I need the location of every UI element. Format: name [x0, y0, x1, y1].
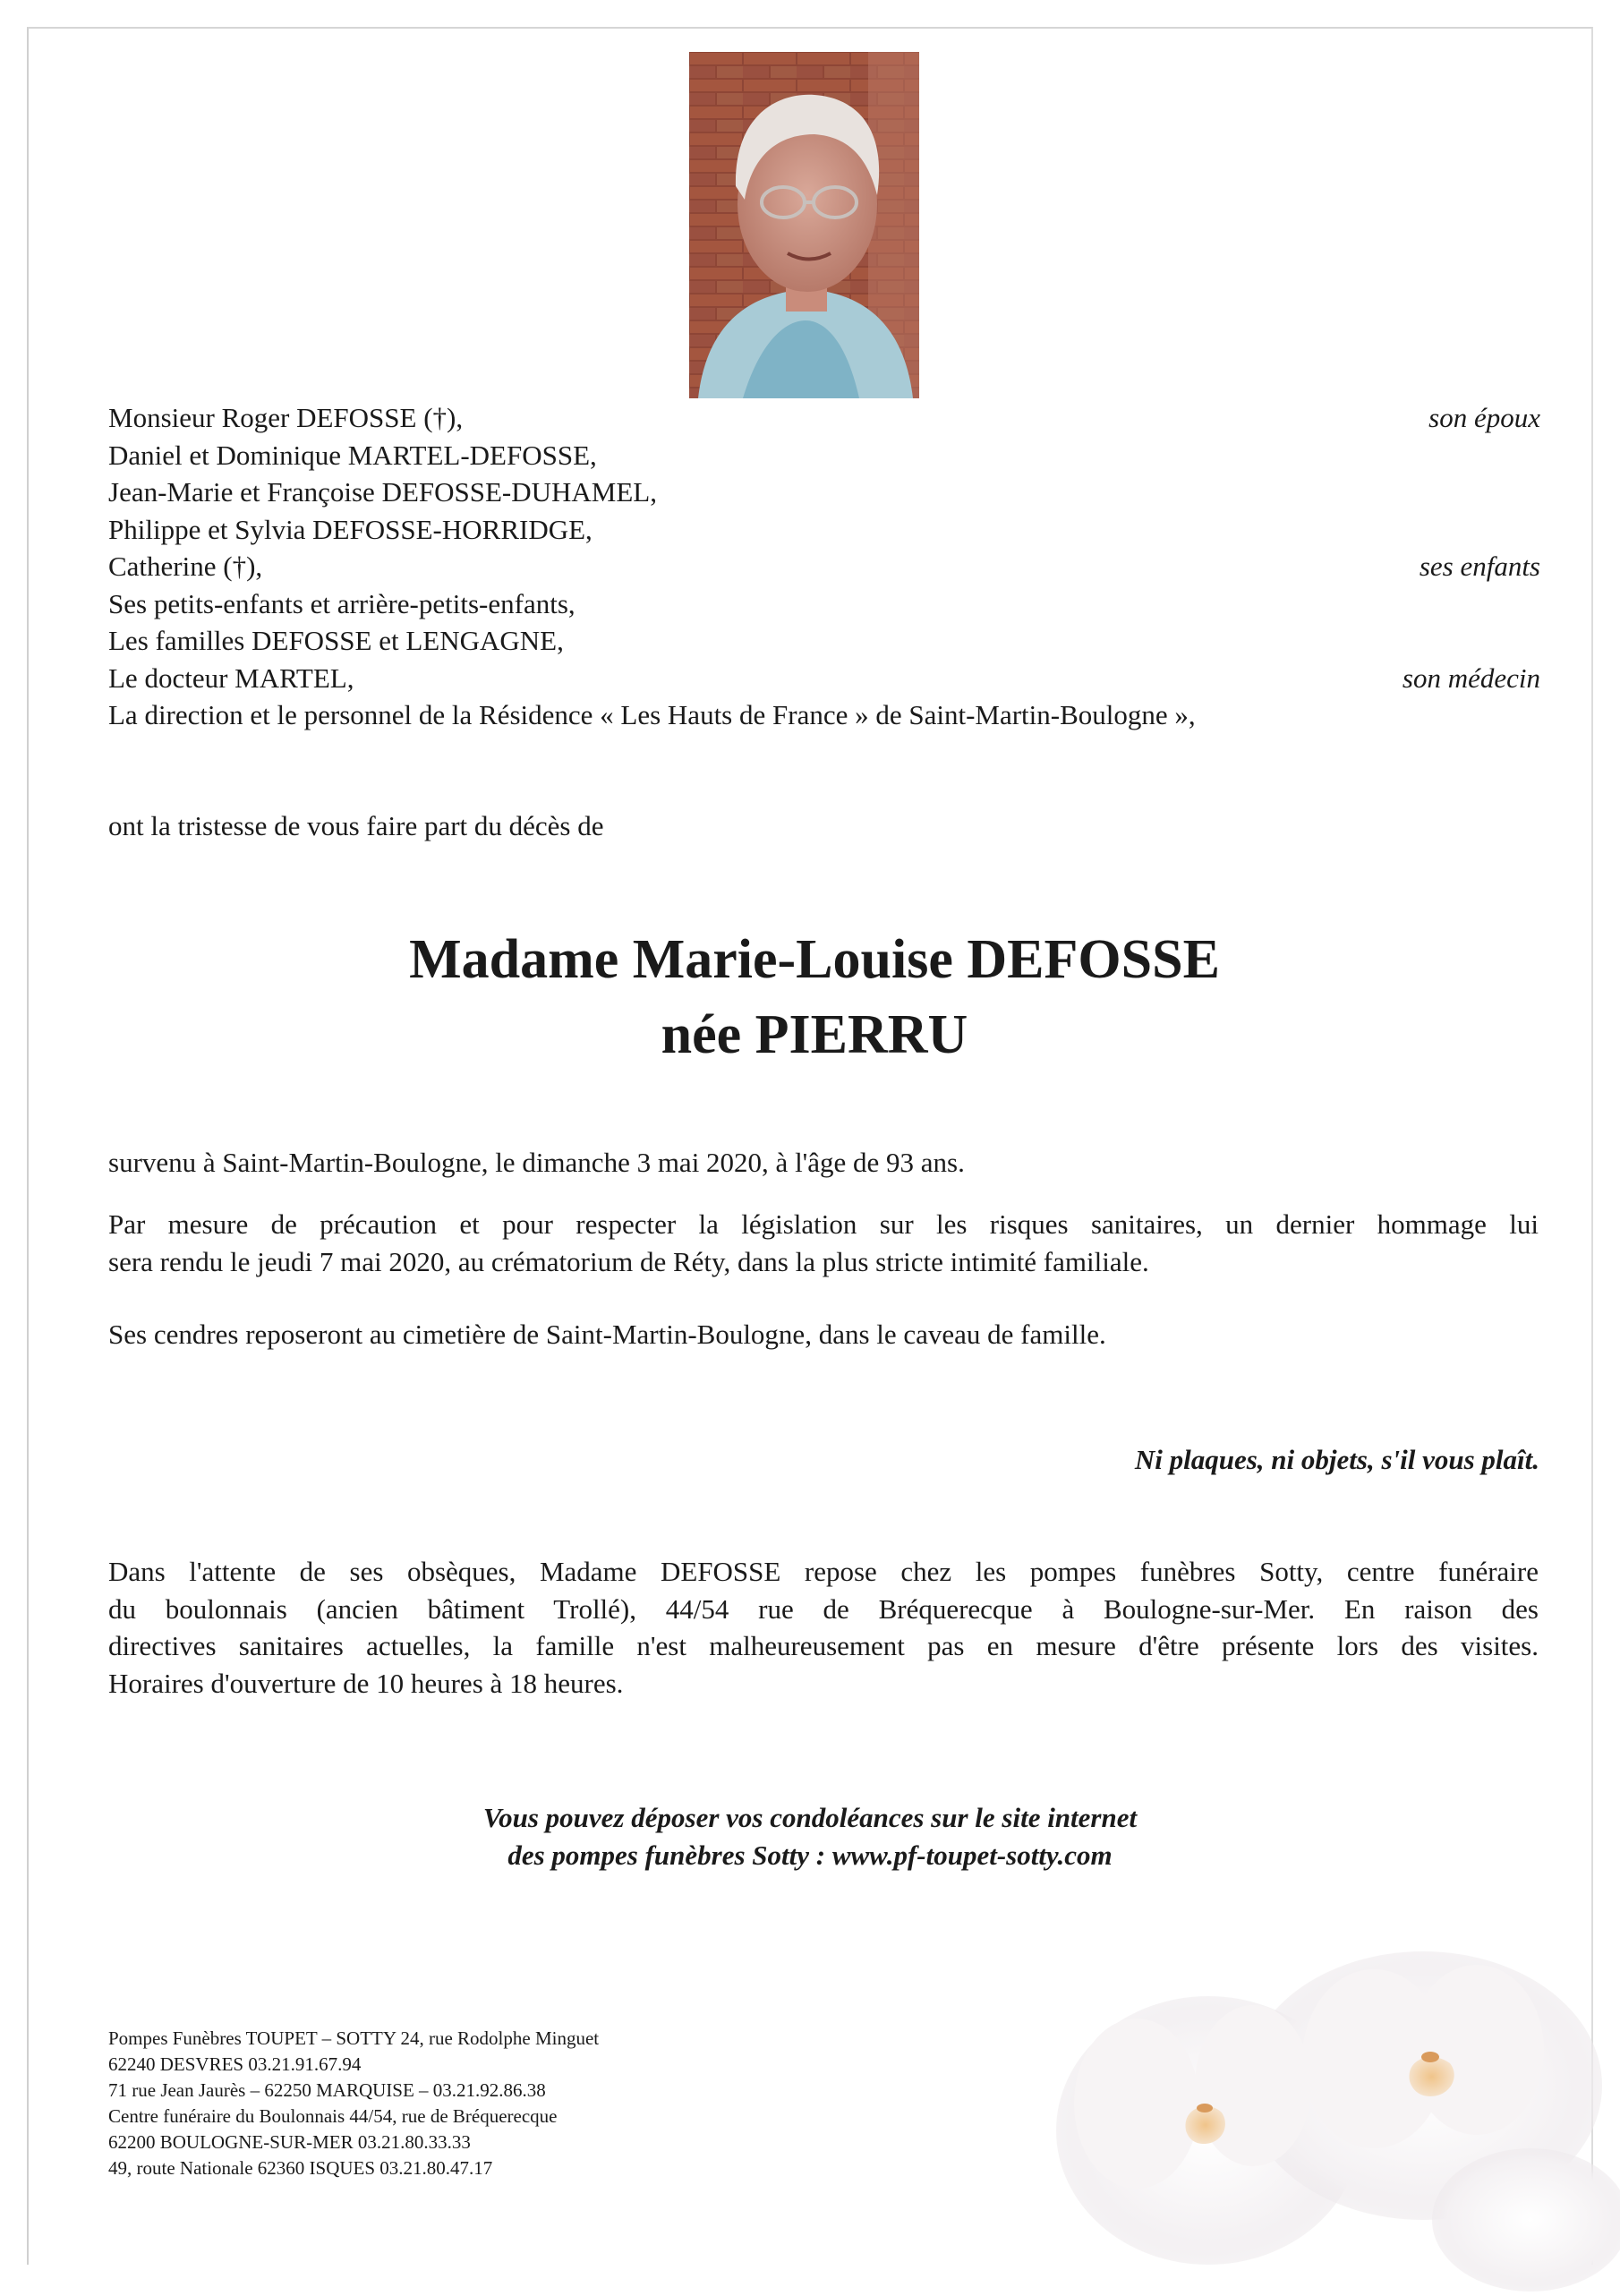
- family-row: [108, 437, 1540, 474]
- rest-place-line-2: du boulonnais (ancien bâtiment Trollé), 44/54 rue de Bréquerecque à Boulogne-sur-Mer. En raison des: [108, 1592, 1539, 1625]
- family-row: [108, 474, 1540, 511]
- footer-line: 62240 DESVRES 03.21.91.67.94: [108, 2053, 362, 2075]
- rest-place-line-3: directives sanitaires actuelles, la famille n'est malheureusement pas en mesure d'être présente lors des visites.: [108, 1630, 1539, 1661]
- family-row: [108, 399, 1540, 437]
- family-member-name: Catherine (†),: [108, 551, 263, 582]
- portrait-photo: [689, 52, 919, 398]
- condolences-block: [0, 1799, 1620, 1874]
- footer-line: 71 rue Jean Jaurès – 62250 MARQUISE – 03.21.92.86.38: [108, 2079, 546, 2101]
- deceased-birth-name: née PIERRU: [661, 1004, 968, 1065]
- family-member-name: Les familles DEFOSSE et LENGAGNE,: [108, 625, 564, 656]
- family-member-name: Le docteur MARTEL,: [108, 661, 354, 694]
- rest-place-line-4: Horaires d'ouverture de 10 heures à 18 heures.: [108, 1667, 624, 1699]
- family-list: [108, 399, 1540, 734]
- footer-line: 49, route Nationale 62360 ISQUES 03.21.80.47.17: [108, 2157, 493, 2179]
- family-member-name: Jean-Marie et Françoise DEFOSSE-DUHAMEL,: [108, 476, 657, 508]
- orchid-decoration: [1029, 1951, 1620, 2292]
- family-row: [108, 696, 1540, 734]
- ashes-text: Ses cendres reposeront au cimetière de Saint-Martin-Boulogne, dans le caveau de famille.: [108, 1319, 1106, 1350]
- footer-line: Pompes Funèbres TOUPET – SOTTY 24, rue Rodolphe Minguet: [108, 2027, 600, 2049]
- family-member-name: Ses petits-enfants et arrière-petits-enfants,: [108, 587, 576, 619]
- family-member-role: ses enfants: [1419, 551, 1540, 582]
- family-row: [108, 548, 1540, 585]
- family-row: [108, 585, 1540, 623]
- no-flowers-text: Ni plaques, ni objets, s'il vous plaît.: [1134, 1444, 1539, 1475]
- family-row: [108, 622, 1540, 660]
- family-member-name: La direction et le personnel de la Résidence « Les Hauts de France » de Saint-Martin-Boulogne »,: [108, 699, 1196, 730]
- intro-text: ont la tristesse de vous faire part du décès de: [108, 810, 604, 841]
- family-row: [108, 511, 1540, 549]
- funeral-home-address: [108, 2026, 599, 2181]
- deceased-name-block: [0, 922, 1620, 1072]
- condolences-line-1: Vous pouvez déposer vos condoléances sur le site internet: [482, 1802, 1138, 1833]
- rest-place-paragraph: [108, 1553, 1539, 1702]
- ceremony-paragraph: [108, 1206, 1539, 1280]
- family-member-name: Daniel et Dominique MARTEL-DEFOSSE,: [108, 439, 597, 471]
- footer-line: Centre funéraire du Boulonnais 44/54, rue de Bréquerecque: [108, 2105, 558, 2127]
- deceased-name: Madame Marie-Louise DEFOSSE: [409, 929, 1220, 990]
- family-member-role: son médecin: [1402, 661, 1540, 694]
- death-notice: survenu à Saint-Martin-Boulogne, le dimanche 3 mai 2020, à l'âge de 93 ans.: [108, 1147, 965, 1178]
- condolences-line-2: des pompes funèbres Sotty : www.pf-toupet-sotty.com: [507, 1839, 1113, 1871]
- footer-line: 62200 BOULOGNE-SUR-MER 03.21.80.33.33: [108, 2131, 471, 2153]
- family-member-name: Philippe et Sylvia DEFOSSE-HORRIDGE,: [108, 513, 593, 545]
- family-row: [108, 660, 1540, 697]
- family-member-role: son époux: [1428, 402, 1540, 433]
- rest-place-line-1: Dans l'attente de ses obsèques, Madame DEFOSSE repose chez les pompes funèbres Sotty, centre funéraire: [108, 1556, 1539, 1587]
- ceremony-line-1: Par mesure de précaution et pour respecter la législation sur les risques sanitaires, un dernier hommage lui: [108, 1208, 1539, 1240]
- ceremony-line-2: sera rendu le jeudi 7 mai 2020, au crématorium de Réty, dans la plus stricte intimité familiale.: [108, 1245, 1149, 1277]
- family-member-name: Monsieur Roger DEFOSSE (†),: [108, 402, 464, 433]
